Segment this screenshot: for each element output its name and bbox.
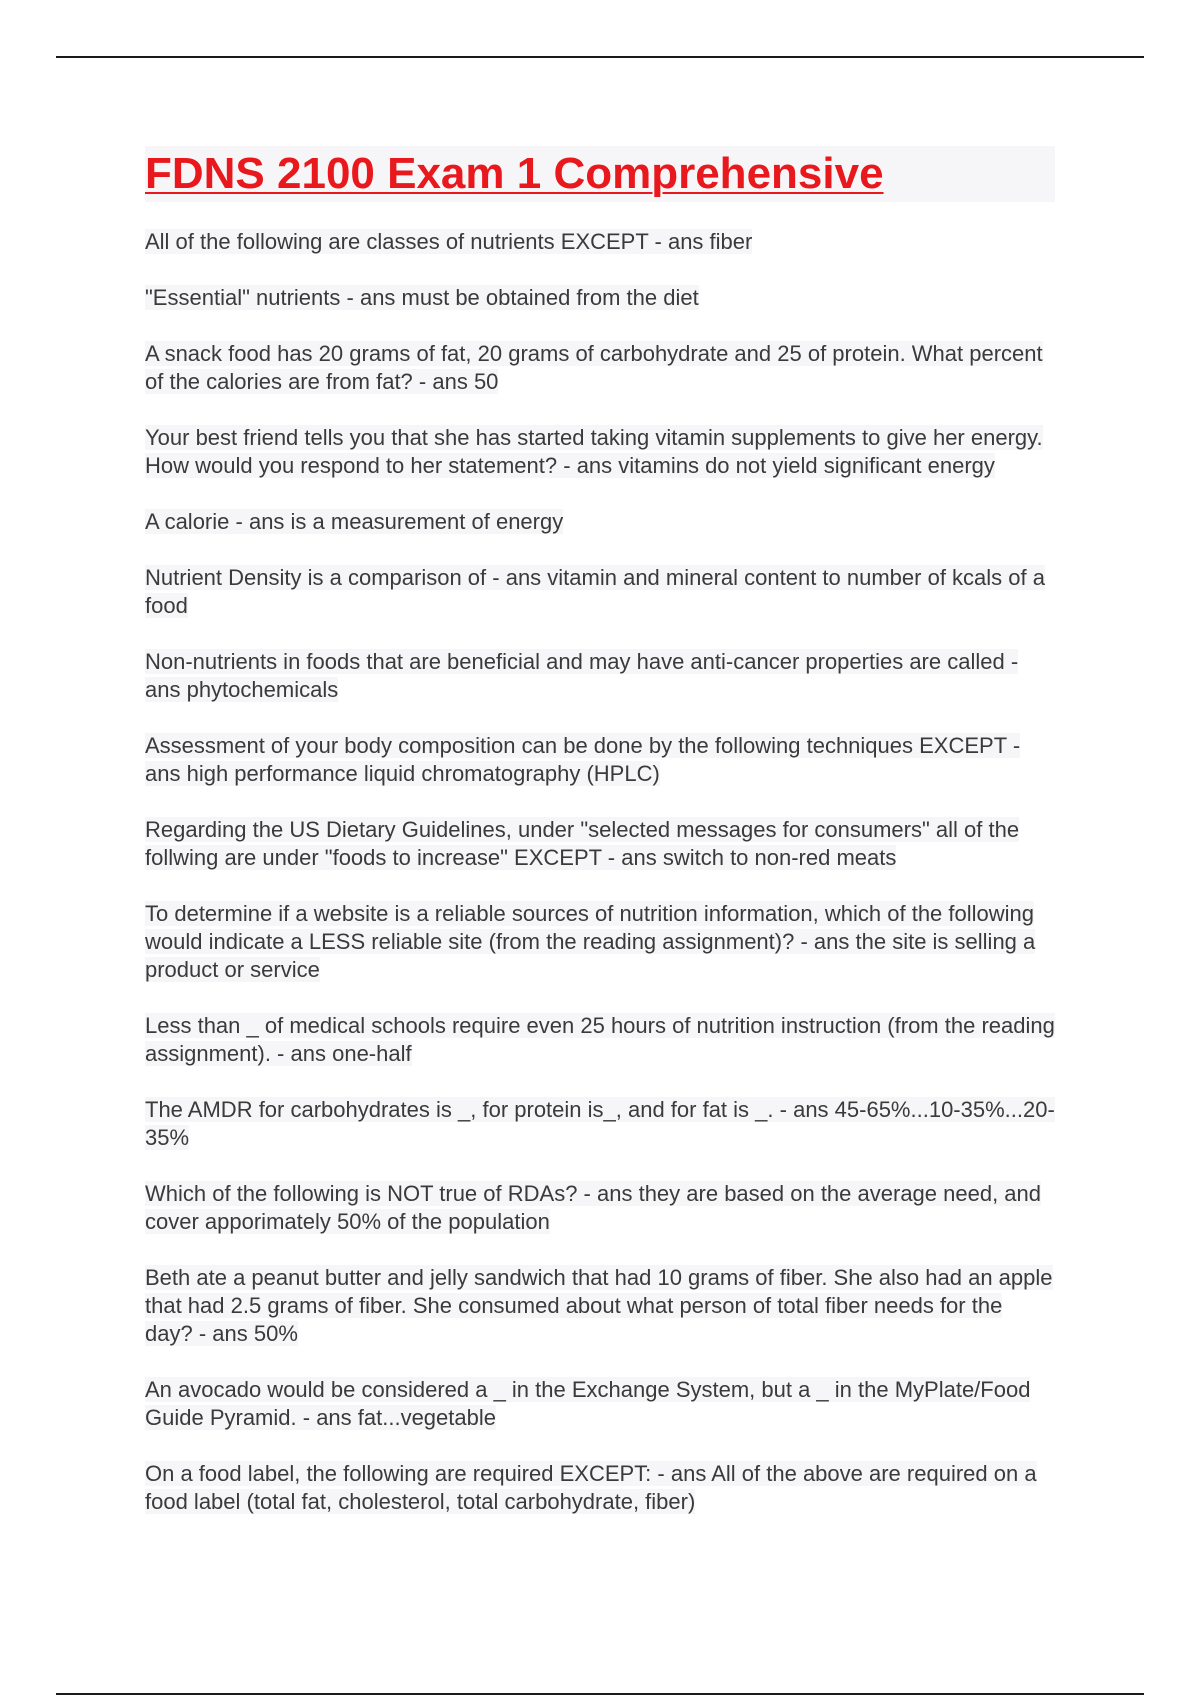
answer-text: ans the site is selling a product or service [145, 929, 1036, 982]
bottom-divider [56, 1693, 1144, 1695]
title-block [145, 146, 1055, 202]
answer-text: ans switch to non-red meats [621, 845, 897, 870]
question-text: Which of the following is NOT true of RDAs? - [145, 1181, 591, 1206]
answer-text: ans 50 [432, 369, 499, 394]
qa-item [145, 648, 1055, 704]
qa-item [145, 508, 1055, 536]
qa-item [145, 900, 1055, 984]
question-text: Beth ate a peanut butter and jelly sandwich that had 10 grams of fiber. She also had an apple that had 2.5 grams of fiber. She consumed about what person of total fiber needs for the day? - [145, 1265, 1053, 1346]
answer-text: ans vitamin and mineral content to number of kcals of a food [145, 565, 1045, 618]
qa-item [145, 340, 1055, 396]
document-title: FDNS 2100 Exam 1 Comprehensive [145, 149, 884, 198]
question-text: Non-nutrients in foods that are beneficial and may have anti-cancer properties are called - [145, 649, 1019, 674]
answer-text: ans 45-65%...10-35%...20-35% [145, 1097, 1055, 1150]
qa-item [145, 732, 1055, 788]
question-text: An avocado would be considered a _ in the Exchange System, but a _ in the MyPlate/Food Guide Pyramid. - [145, 1377, 1031, 1430]
question-text: "Essential" nutrients - [145, 285, 354, 310]
question-text: To determine if a website is a reliable sources of nutrition information, which of the following would indicate a LESS reliable site (from the reading assignment)? - [145, 901, 1035, 954]
question-text: Regarding the US Dietary Guidelines, under "selected messages for consumers" all of the follwing are under "foods to increase" EXCEPT - [145, 817, 1020, 870]
question-text: A snack food has 20 grams of fat, 20 grams of carbohydrate and 25 of protein. What percent of the calories are from fat? - [145, 341, 1043, 394]
qa-item [145, 1012, 1055, 1068]
answer-text: ans they are based on the average need, and cover apporimately 50% of the population [145, 1181, 1042, 1234]
answer-text: ans vitamins do not yield significant energy [576, 453, 995, 478]
question-text: On a food label, the following are required EXCEPT: - [145, 1461, 665, 1486]
answer-text: ans one-half [290, 1041, 412, 1066]
answer-text: ans All of the above are required on a food label (total fat, cholesterol, total carbohydrate, fiber) [145, 1461, 1037, 1514]
qa-list [145, 228, 1055, 1516]
qa-item [145, 424, 1055, 480]
question-text: Assessment of your body composition can be done by the following techniques EXCEPT - [145, 733, 1021, 758]
qa-item [145, 228, 1055, 256]
answer-text: ans fiber [667, 229, 753, 254]
qa-item [145, 1376, 1055, 1432]
question-text: Your best friend tells you that she has started taking vitamin supplements to give her energy. How would you respond to her statement? - [145, 425, 1043, 478]
answer-text: ans is a measurement of energy [248, 509, 564, 534]
qa-item [145, 1264, 1055, 1348]
answer-text: ans 50% [212, 1321, 298, 1346]
answer-text: ans fat...vegetable [316, 1405, 496, 1430]
qa-item [145, 1460, 1055, 1516]
answer-text: ans phytochemicals [145, 677, 339, 702]
question-text: All of the following are classes of nutrients EXCEPT - [145, 229, 662, 254]
answer-text: ans high performance liquid chromatography (HPLC) [145, 761, 660, 786]
qa-item [145, 284, 1055, 312]
qa-item [145, 1096, 1055, 1152]
question-text: The AMDR for carbohydrates is _, for protein is_, and for fat is _. - [145, 1097, 787, 1122]
document-body [145, 146, 1055, 1544]
question-text: A calorie - [145, 509, 243, 534]
answer-text: ans must be obtained from the diet [359, 285, 699, 310]
question-text: Nutrient Density is a comparison of - [145, 565, 500, 590]
top-divider [56, 56, 1144, 58]
qa-item [145, 564, 1055, 620]
question-text: Less than _ of medical schools require even 25 hours of nutrition instruction (from the reading assignment). - [145, 1013, 1055, 1066]
qa-item [145, 816, 1055, 872]
qa-item [145, 1180, 1055, 1236]
